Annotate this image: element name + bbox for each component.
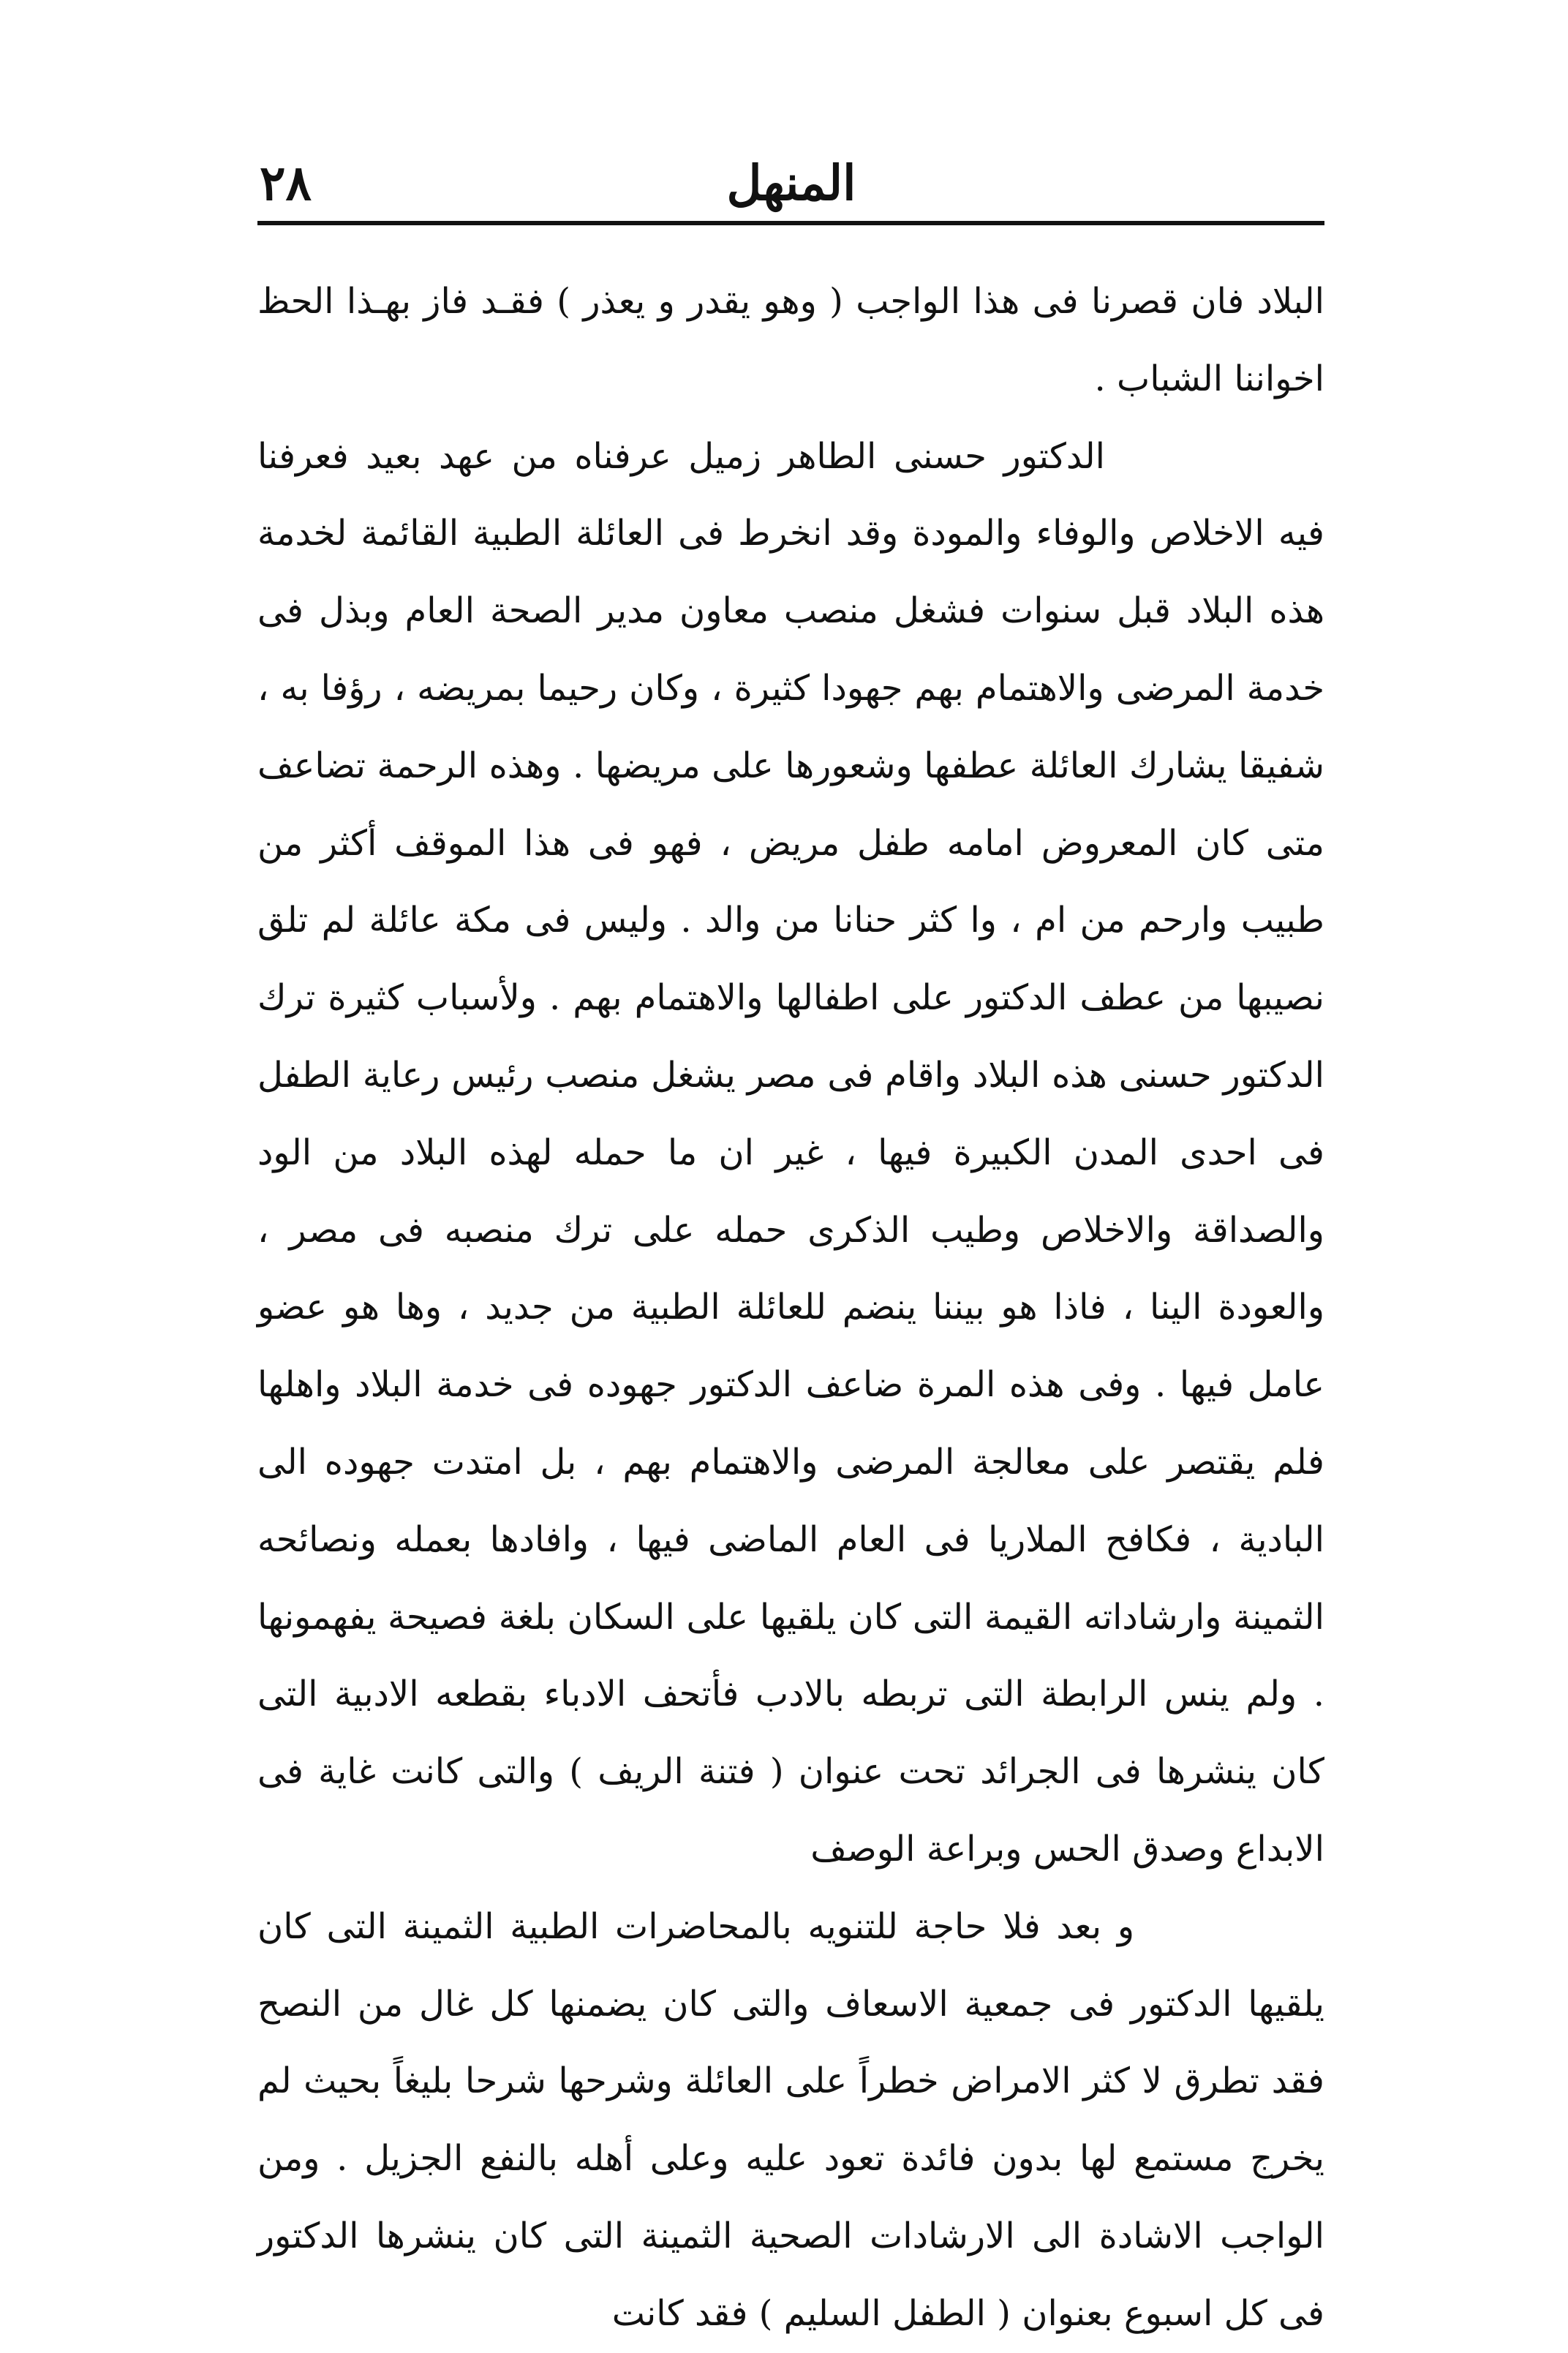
paragraph-doctor-hosni: الدكتور حسنى الطاهر زميل عرفناه من عهد بعيد فعرفنا فيه الاخلاص والوفاء والمودة وقد انخرط فى العائلة الطبية القائمة لخدمة هذه البلاد قبل سنوات فشغل منصب معاون مدير الصحة العام وبذل فى خدمة المرضى والاهتمام بهم جهودا كثيرة ، وكان رحيما بمريضه ، رؤفا به ، شفيقا يشارك العائلة عطفها وشعورها على مريضها . وهذه الرحمة تضاعف متى كان المعروض امامه طفل مريض ، فهو فى هذا الموقف أكثر من طبيب وارحم من ام ، وا كثر حنانا من والد . وليس فى مكة عائلة لم تلق نصيبها من عطف الدكتور على اطفالها والاهتمام بهم . ولأسباب كثيرة ترك الدكتور حسنى هذه البلاد واقام فى مصر يشغل منصب رئيس رعاية الطفل فى احدى المدن الكبيرة فيها ، غير ان ما حمله لهذه البلاد من الود والصداقة والاخلاص وطيب الذكرى حمله على ترك منصبه فى مصر ، والعودة الينا ، فاذا هو بيننا ينضم للعائلة الطبية من جديد ، وها هو عضو عامل فيها . وفى هذه المرة ضاعف الدكتور جهوده فى خدمة البلاد واهلها فلم يقتصر على معالجة المرضى والاهتمام بهم ، بل امتدت جهوده الى البادية ، فكافح الملاريا فى العام الماضى فيها ، وافادها بعمله ونصائحه الثمينة وارشاداته القيمة التى كان يلقيها على السكان بلغة فصيحة يفهمونها . ولم ينس الرابطة التى تربطه بالادب فأتحف الادباء بقطعه الادبية التى كان ينشرها فى الجرائد تحت عنوان ( فتنة الريف ) والتى كانت غاية فى الابداع وصدق الحس وبراعة الوصف	[257, 435, 1325, 1870]
paragraph-continuation: البلاد فان قصرنا فى هذا الواجب ( وهو يقدر و يعذر ) فقـد فاز بهـذا الحظ اخواننا الشباب .	[257, 281, 1324, 399]
page-number: ٢٨	[260, 154, 312, 211]
article-body	[257, 263, 1324, 2353]
journal-title: المنهل	[726, 154, 856, 211]
header-rule	[257, 221, 1324, 225]
paragraph-lectures: و بعد فلا حاجة للتنويه بالمحاضرات الطبية الثمينة التى كان يلقيها الدكتور فى جمعية الاسعاف والتى كان يضمنها كل غال من النصح فقد تطرق لا كثر الامراض خطراً على العائلة وشرحها شرحا بليغاً بحيث لم يخرج مستمع لها بدون فائدة تعود عليه وعلى أهله بالنفع الجزيل . ومن الواجب الاشادة الى الارشادات الصحية الثمينة التى كان ينشرها الدكتور فى كل اسبوع بعنوان ( الطفل السليم ) فقد كانت	[257, 1905, 1324, 2334]
running-head	[260, 139, 1323, 219]
